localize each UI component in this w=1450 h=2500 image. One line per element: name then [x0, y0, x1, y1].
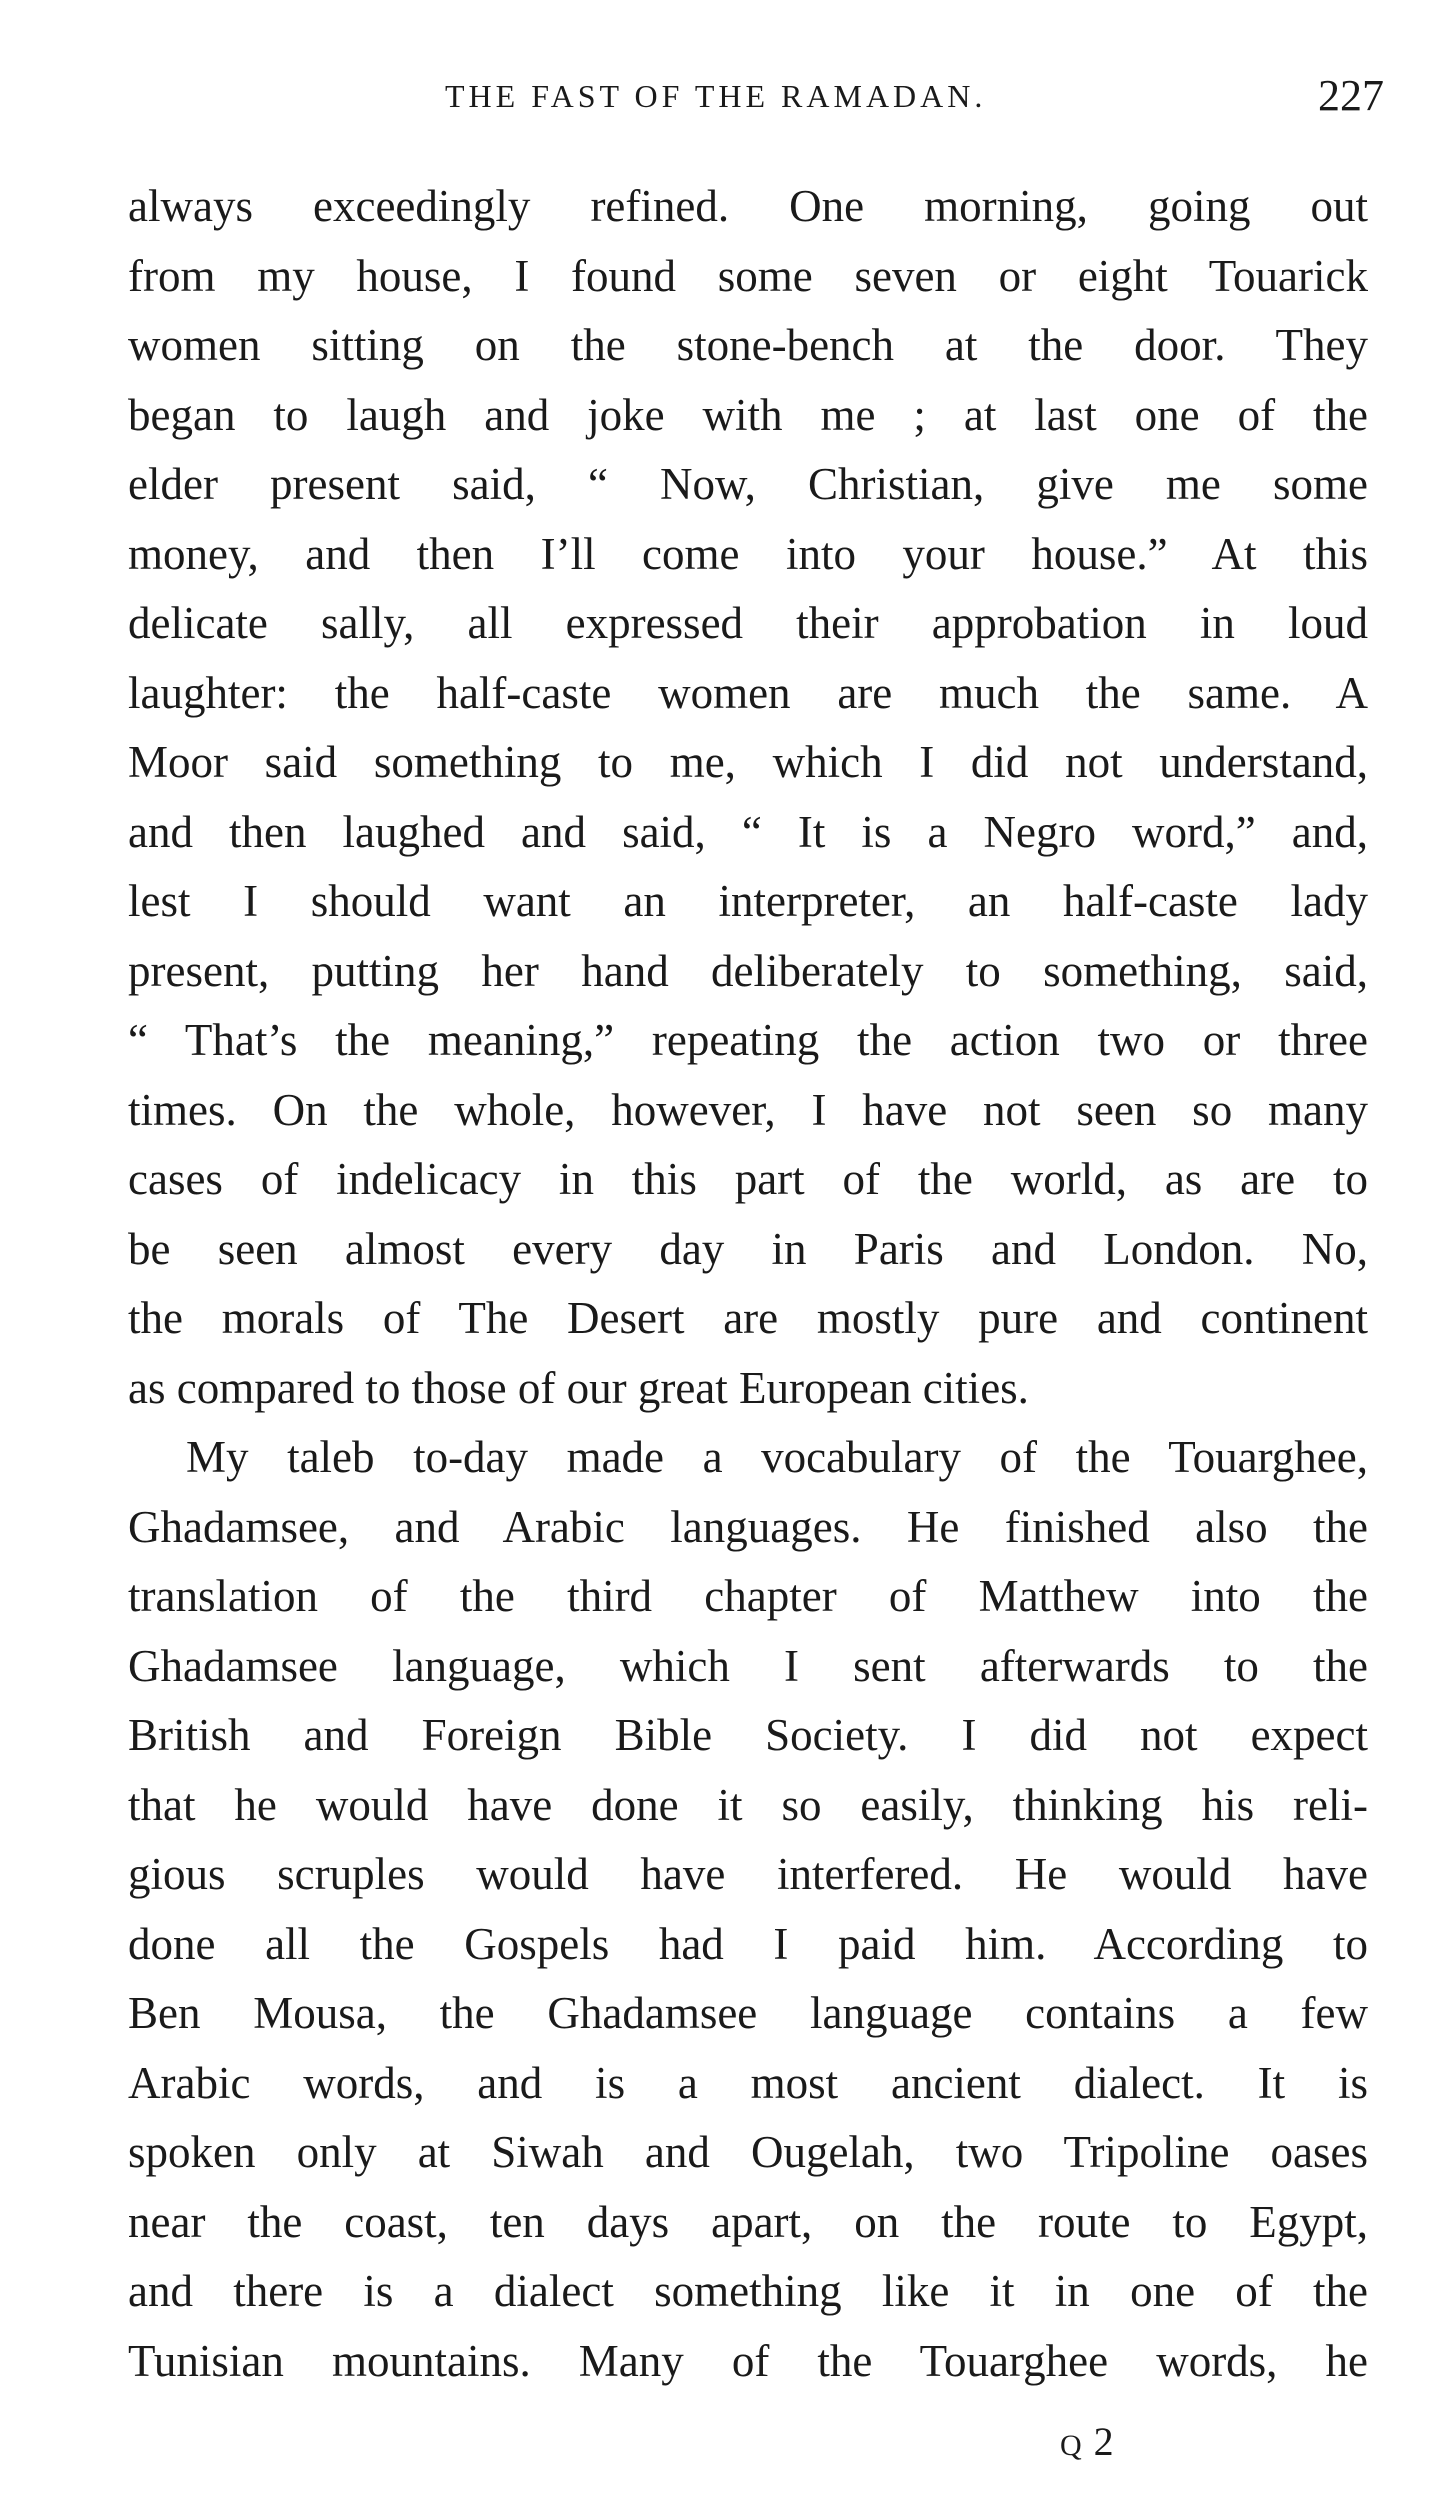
- paragraph-2: [128, 1423, 1368, 2396]
- text-line: women sitting on the stone-bench at the door. They: [128, 320, 1368, 370]
- text-line: Ben Mousa, the Ghadamsee language contains a few: [128, 1988, 1368, 2038]
- signature-letter: Q: [1060, 2429, 1084, 2462]
- text-line: be seen almost every day in Paris and London. No,: [128, 1223, 1368, 1274]
- text-line: Tunisian mountains. Many of the Touarghee words, he: [128, 2335, 1368, 2386]
- text-line: laughter: the half-caste women are much the same. A: [128, 667, 1368, 718]
- signature-mark: [1060, 2418, 1114, 2465]
- text-line: delicate sally, all expressed their approbation in loud: [128, 598, 1368, 648]
- text-line: Ghadamsee language, which I sent afterwards to the: [128, 1640, 1368, 1691]
- text-line: Moor said something to me, which I did not understand,: [128, 737, 1368, 787]
- text-line: and there is a dialect something like it in one of the: [128, 2266, 1368, 2316]
- text-line: times. On the whole, however, I have not seen so many: [128, 1084, 1368, 1135]
- page-number: 227: [1318, 71, 1384, 120]
- text-line: My taleb to-day made a vocabulary of the Touarghee,: [186, 1432, 1368, 1482]
- body-text: [128, 172, 1368, 2396]
- text-line: from my house, I found some seven or eight Touarick: [128, 250, 1368, 301]
- running-title: THE FAST OF THE RAMADAN.: [445, 78, 987, 114]
- text-line: money, and then I’ll come into your house.” At this: [128, 528, 1368, 579]
- text-line: and then laughed and said, “ It is a Negro word,” and,: [128, 806, 1368, 857]
- text-line: “ That’s the meaning,” repeating the action two or three: [128, 1015, 1368, 1065]
- text-line: lest I should want an interpreter, an half-caste lady: [128, 876, 1368, 926]
- signature-number: 2: [1093, 2419, 1114, 2464]
- text-line: present, putting her hand deliberately to something, said,: [128, 945, 1368, 996]
- text-line: British and Foreign Bible Society. I did not expect: [128, 1710, 1368, 1760]
- text-line: elder present said, “ Now, Christian, give me some: [128, 459, 1368, 509]
- text-line: Ghadamsee, and Arabic languages. He finished also the: [128, 1501, 1368, 1552]
- running-head: [0, 70, 1450, 130]
- text-line: began to laugh and joke with me ; at last one of the: [128, 389, 1368, 440]
- text-line: gious scruples would have interfered. He would have: [128, 1849, 1368, 1899]
- text-line: that he would have done it so easily, thinking his reli-: [128, 1779, 1368, 1830]
- paragraph-1: [128, 172, 1368, 1423]
- text-line: translation of the third chapter of Matthew into the: [128, 1571, 1368, 1621]
- text-line: near the coast, ten days apart, on the route to Egypt,: [128, 2196, 1368, 2247]
- text-line: always exceedingly refined. One morning, going out: [128, 181, 1368, 231]
- text-line: spoken only at Siwah and Ougelah, two Tripoline oases: [128, 2127, 1368, 2177]
- text-line: done all the Gospels had I paid him. According to: [128, 1918, 1368, 1969]
- text-line: cases of indelicacy in this part of the world, as are to: [128, 1154, 1368, 1204]
- text-line: as compared to those of our great European cities.: [128, 1362, 1029, 1413]
- text-line: Arabic words, and is a most ancient dialect. It is: [128, 2057, 1368, 2108]
- text-line: the morals of The Desert are mostly pure and continent: [128, 1293, 1368, 1343]
